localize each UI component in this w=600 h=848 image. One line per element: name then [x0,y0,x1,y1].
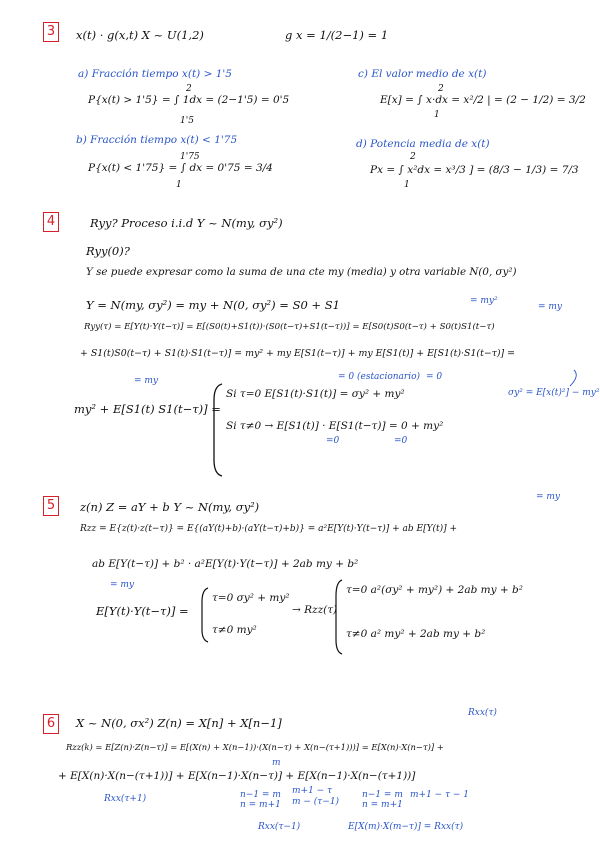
s3-c-lim-high: 2 [438,84,444,94]
s4-line2: Ryy(0)? [86,244,130,258]
section-4-number: 4 [43,212,59,232]
s3-d-title: d) Potencia media de x(t) [356,138,490,150]
s3-d-formula: Px = ∫ x²dx = x³/3 ] = (8/3 − 1/3) = 7/3 [370,164,579,176]
arrow-note-section4 [570,370,576,386]
s5-case1: τ=0 σy² + my² [212,592,290,604]
s4-line4: Y = N(my, σy²) = my + N(0, σy²) = S0 + S1 [86,298,340,312]
s3-b-title: b) Fracción tiempo x(t) < 1'75 [76,134,238,146]
s3-c-lim-low: 1 [434,110,440,120]
s3-a-lim-high: 2 [186,84,192,94]
s6-line2: Rzz(k) = E[Z(n)·Z(n−τ)] = E[(X(n) + X(n−1))·(X(n−τ) + X(n−(τ+1)))] = E[X(n)·X(n−τ)] + [66,742,444,752]
s4-case2-note0: =0 [326,436,340,446]
s6-note-rxx3: Rxx(τ−1) [258,822,301,832]
s5-line3: ab E[Y(t−τ)] + b² · a²E[Y(t)·Y(t−τ)] + 2ab my + b² [92,558,359,570]
s3-gx: g x = 1/(2−1) = 1 [285,28,389,42]
s4-line1: Ryy? Proceso i.i.d Y ~ N(my, σy²) [90,216,283,230]
s5-case2: τ≠0 my² [212,624,257,636]
s4-line7-left: my² + E[S1(t) S1(t−τ)] = [74,402,221,416]
s3-b-lim-low: 1 [176,180,182,190]
s5-res1: τ=0 a²(σy² + my²) + 2ab my + b² [346,584,523,596]
s3-d-lim-low: 1 [404,180,410,190]
s4-note-my-b: = my [134,376,159,386]
s4-line6: + S1(t)S0(t−τ) + S1(t)·S1(t−τ)] = my² + my E[S1(t−τ)] + my E[S1(t)] + E[S1(t)·S1(t−τ)] = [80,348,516,359]
s6-note-m: m [272,758,281,768]
s6-note-d: m+1 − τ − 1 [410,790,470,800]
s4-case2: Si τ≠0 → E[S1(t)] · E[S1(t−τ)] = 0 + my² [226,420,444,432]
s4-note-my: = my [538,302,563,312]
s6-line1: X ~ N(0, σx²) Z(n) = X[n] + X[n−1] [76,716,282,730]
s4-case2-note0b: =0 [394,436,408,446]
s5-line1: z(n) Z = aY + b Y ~ N(my, σy²) [80,500,260,514]
s4-note-estacionario: = 0 (estacionario) [338,372,421,382]
s6-line3: + E[X(n)·X(n−(τ+1))] + E[X(n−1)·X(n−τ)] + E[X(n−1)·X(n−(τ+1))] [58,770,416,782]
brace-section5-right [336,580,342,654]
brace-section5-left [202,588,208,642]
section-6-number: 6 [43,714,59,734]
s5-res2: τ≠0 a² my² + 2ab my + b² [346,628,486,640]
brace-section4 [214,384,222,476]
s4-note-zero: = 0 [426,372,443,382]
s3-c-title: c) El valor medio de x(t) [358,68,487,80]
section-5-number: 5 [43,496,59,516]
s3-b-formula: P{x(t) < 1'75} = ∫ dx = 0'75 = 3/4 [88,162,273,174]
s5-note-my: = my [536,492,561,502]
s5-line2: Rzz = E{z(t)·z(t−τ)} = E{(aY(t)+b)·(aY(t−τ)+b)} = a²E[Y(t)·Y(t−τ)] + ab E[Y(t)] + [80,524,458,534]
s4-line3: Y se puede expresar como la suma de una cte my (media) y otra variable N(0, σy²) [86,266,517,278]
s6-note-c: n−1 = m n = m+1 [362,790,403,810]
s4-note-my2: = my² [470,296,498,306]
section-3-number: 3 [43,22,59,42]
s3-a-lim-low: 1'5 [180,116,194,126]
s3-a-formula: P{x(t) > 1'5} = ∫ 1dx = (2−1'5) = 0'5 [88,94,290,106]
s3-header: x(t) · g(x,t) X ~ U(1,2) [76,28,204,42]
s6-note-e: E[X(m)·X(m−τ)] = Rxx(τ) [348,822,464,832]
s6-note-rxx2: Rxx(τ+1) [104,794,147,804]
s3-a-title: a) Fracción tiempo x(t) > 1'5 [78,68,232,80]
s5-line4-left: E[Y(t)·Y(t−τ)] = [96,604,189,618]
s4-line5: Ryy(τ) = E[Y(t)·Y(t−τ)] = E[(S0(t)+S1(t))·(S0(t−τ)+S1(t−τ))] = E[S0(t)S0(t−τ) + S0(t)S1(t−τ) [84,322,495,332]
s4-case1-note: σy² = E[x(t)²] − my² [508,388,600,398]
s3-b-lim-high: 1'75 [180,152,200,162]
s3-d-lim-high: 2 [410,152,416,162]
s5-arrow: → Rzz(τ) [292,604,338,616]
s4-case1: Si τ=0 E[S1(t)·S1(t)] = σy² + my² [226,388,405,400]
s3-c-formula: E[x] = ∫ x·dx = x²/2 | = (2 − 1/2) = 3/2 [380,94,586,106]
s5-note-my-b: = my [110,580,135,590]
s6-note-a: n−1 = m n = m+1 [240,790,281,810]
s6-note-rxx: Rxx(τ) [468,708,497,718]
s6-note-b: m+1 − τ m − (τ−1) [292,786,340,807]
